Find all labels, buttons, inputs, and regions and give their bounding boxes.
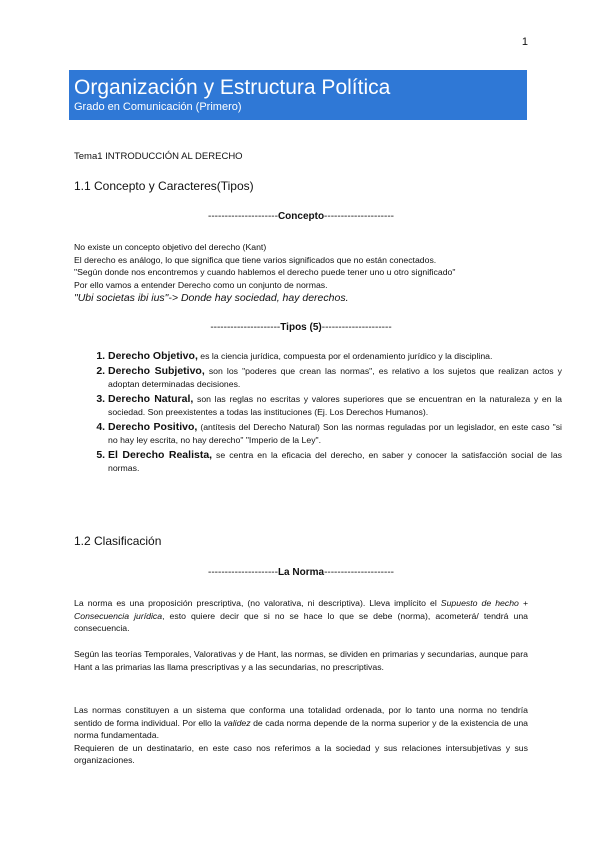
norma-paragraph-2: Según las teorías Temporales, Valorativas y de Hant, las normas, se dividen en primarias y secundarias, aunque para Hant a las primarias las llama prescriptivas y a las secundarias, no prescriptivas.: [74, 649, 528, 672]
paragraph-text: , esto quiere decir que si no se hace lo que se debe (norma), acometerá/ tendrá una consecuencia.: [74, 610, 528, 633]
divider-label: Concepto: [277, 211, 325, 222]
paragraph-text: La norma es una proposición prescriptiva, (no valorativa, ni descriptiva). Lleva implícito el: [74, 598, 441, 608]
divider-dashes-left: ---------------------: [208, 567, 278, 578]
page-number: 1: [521, 36, 528, 48]
tipo-term: Derecho Objetivo,: [108, 350, 198, 362]
emphasis-text: validez: [223, 717, 251, 728]
tipo-description: es la ciencia jurídica, compuesta por el ordenamiento jurídico y la disciplina.: [197, 351, 493, 361]
title-banner: [69, 70, 527, 120]
section-heading-concepto: 1.1 Concepto y Caracteres(Tipos): [74, 179, 254, 193]
list-item: [108, 365, 562, 392]
paragraph-text: Requieren de un destinatario, en este caso nos referimos a la sociedad y sus relaciones intersubjetivas y sus organizaciones.: [74, 742, 528, 765]
norma-paragraph-3: [74, 704, 528, 767]
document-title: Organización y Estructura Política: [74, 76, 391, 99]
concepto-paragraph: [74, 241, 528, 305]
tipos-list: [74, 350, 562, 477]
section-heading-clasificacion: 1.2 Clasificación: [74, 534, 162, 548]
divider-dashes-right: ---------------------: [324, 567, 394, 578]
norma-paragraph-1: [74, 597, 528, 635]
list-item: [108, 393, 562, 420]
tipo-term: El Derecho Realista,: [108, 448, 213, 461]
divider-label: La Norma: [277, 567, 325, 578]
paragraph-text: de cada norma depende de la norma superior y de la existencia de una norma fundamentada.: [74, 717, 528, 740]
latin-quote: "Ubi societas ibi ius"-> Donde hay sociedad, hay derechos.: [74, 292, 349, 304]
concepto-line: Por ello vamos a entender Derecho como un conjunto de normas.: [74, 279, 328, 290]
emphasis-text: Supuesto de hecho + Consecuencia jurídica: [74, 598, 528, 621]
paragraph-text: Las normas constituyen a un sistema que conforma una totalidad ordenada, por lo tanto una norma no tendría sentido de forma individual. Por ello la: [74, 705, 528, 728]
concepto-line: No existe un concepto objetivo del derecho (Kant): [74, 242, 267, 252]
tipos-divider: [74, 322, 528, 333]
tipo-term: Derecho Natural,: [108, 392, 194, 405]
paragraph-text: [74, 704, 528, 742]
tipo-description: son los "poderes que crean las normas", es relativo a los sujetos que realizan actos y adoptan determinadas decisiones.: [108, 365, 562, 389]
tipo-term: Derecho Positivo,: [108, 420, 198, 433]
divider-dashes-right: ---------------------: [321, 322, 392, 333]
concepto-line: "Según donde nos encontremos y cuando hablemos el derecho puede tener uno u otro significado": [74, 267, 456, 277]
document-subtitle: Grado en Comunicación (Primero): [74, 101, 242, 113]
tipo-description: son las reglas no escritas y valores superiores que se encuentran en la naturaleza y en la sociedad. Son preexistentes a todas las instituciones (Ej. Los Derechos Humanos).: [108, 393, 562, 417]
list-item: [108, 449, 562, 476]
norma-divider: [74, 567, 528, 578]
divider-dashes-right: ---------------------: [324, 211, 394, 222]
divider-dashes-left: ---------------------: [208, 211, 278, 222]
concepto-line: El derecho es análogo, lo que significa que tiene varios significados que no están conectados.: [74, 254, 437, 265]
divider-dashes-left: ---------------------: [210, 322, 281, 333]
tipo-description: (antítesis del Derecho Natural) Son las normas reguladas por un legislador, en este caso "si no hay ley escrita, no hay derecho" "Imperio de la Ley".: [108, 421, 562, 445]
topic-heading: Tema1 INTRODUCCIÓN AL DERECHO: [74, 151, 243, 162]
concepto-divider: [74, 211, 528, 222]
tipo-term: Derecho Subjetivo,: [108, 364, 205, 377]
divider-label: Tipos (5): [280, 322, 322, 333]
list-item: [108, 350, 562, 364]
tipo-description: se centra en la eficacia del derecho, en saber y conocer la satisfacción social de las normas.: [108, 449, 562, 473]
list-item: [108, 421, 562, 448]
